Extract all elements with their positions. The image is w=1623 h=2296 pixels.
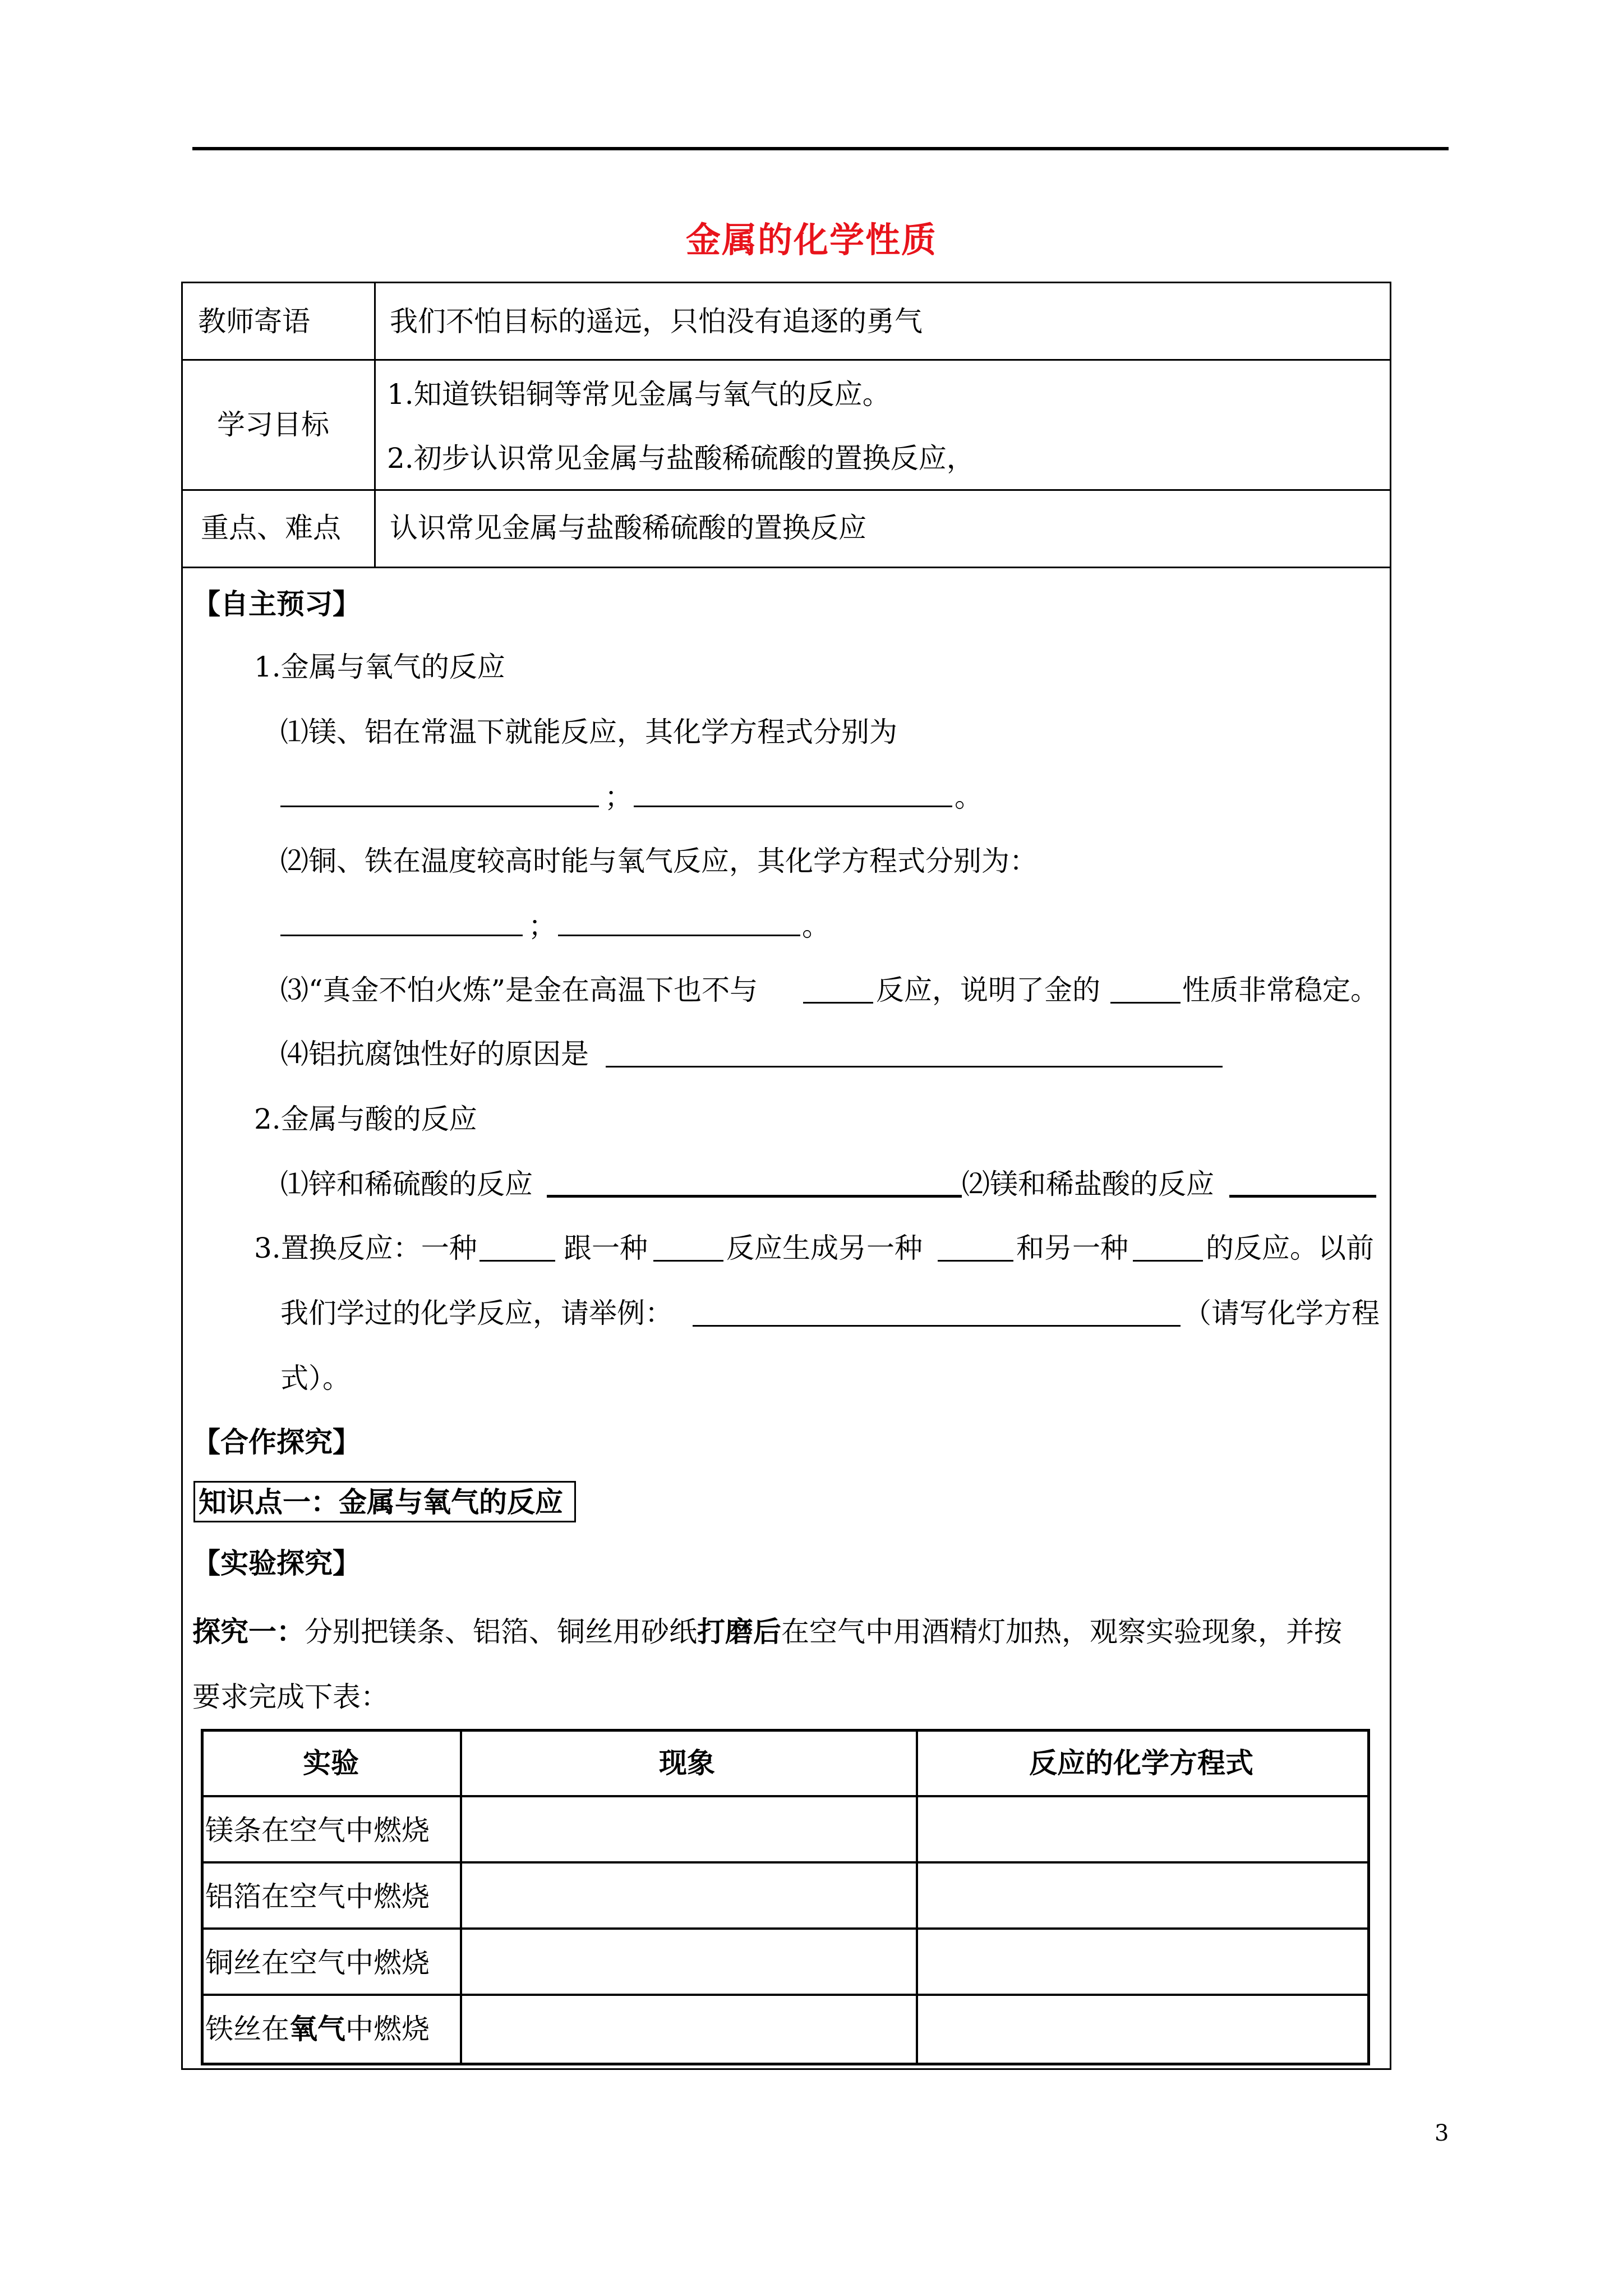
table-row-divider bbox=[201, 1861, 1370, 1864]
question-1-3-part-b: 反应，说明了金的 bbox=[876, 974, 1100, 1006]
question-3-part-f: 我们学过的化学反应，请举例： bbox=[280, 1297, 673, 1329]
punctuation: ； bbox=[605, 781, 633, 813]
row-text-b: 中燃烧 bbox=[345, 2013, 430, 2045]
exploration-text-a: 分别把镁条、铝箔、铜丝用砂纸 bbox=[305, 1616, 697, 1648]
answer-blank[interactable] bbox=[547, 1195, 962, 1198]
question-1: 1.金属与氧气的反应 bbox=[254, 651, 505, 683]
header-rule bbox=[192, 147, 1449, 150]
table-row-experiment: 镁条在空气中燃烧 bbox=[205, 1814, 430, 1847]
row-divider bbox=[181, 489, 1391, 491]
row-divider bbox=[181, 359, 1391, 361]
answer-blank[interactable] bbox=[1133, 1260, 1203, 1262]
question-1-2: ⑵铜、铁在温度较高时能与氧气反应，其化学方程式分别为： bbox=[280, 845, 1038, 877]
question-3-part-a: 3.置换反应：一种 bbox=[254, 1232, 477, 1264]
row-divider bbox=[181, 567, 1391, 568]
question-3-part-b: 跟一种 bbox=[564, 1232, 648, 1264]
punctuation: 。 bbox=[955, 781, 983, 813]
page-title: 金属的化学性质 bbox=[685, 219, 937, 260]
answer-blank[interactable] bbox=[1229, 1195, 1376, 1198]
table-row-experiment bbox=[205, 2015, 430, 2043]
question-2-2: ⑵镁和稀盐酸的反应 bbox=[962, 1168, 1214, 1200]
exploration-text-b: 在空气中用酒精灯加热，观察实验现象，并按 bbox=[781, 1616, 1342, 1648]
exploration-line-2: 要求完成下表： bbox=[192, 1681, 389, 1713]
table-row-divider bbox=[201, 1994, 1370, 1996]
row-text-a: 铁丝在 bbox=[205, 2013, 289, 2045]
question-3-part-g: （请写化学方程 bbox=[1183, 1297, 1380, 1329]
punctuation: 。 bbox=[802, 910, 830, 942]
table-column-divider bbox=[916, 1729, 918, 2065]
label-learning-goals: 学习目标 bbox=[217, 408, 329, 441]
label-teacher-message: 教师寄语 bbox=[198, 305, 310, 338]
section-heading-cooperation: 【合作探究】 bbox=[192, 1426, 361, 1458]
table-row-divider bbox=[201, 1795, 1370, 1797]
knowledge-point-title: 知识点一：金属与氧气的反应 bbox=[199, 1486, 563, 1519]
question-1-1: ⑴镁、铝在常温下就能反应，其化学方程式分别为 bbox=[280, 716, 897, 748]
answer-blank[interactable] bbox=[803, 1002, 873, 1004]
exploration-line-1 bbox=[192, 1618, 1342, 1646]
answer-blank[interactable] bbox=[634, 806, 952, 807]
label-key-points: 重点、难点 bbox=[201, 512, 341, 544]
answer-blank[interactable] bbox=[558, 935, 800, 936]
question-3-part-e: 的反应。以前 bbox=[1206, 1232, 1374, 1264]
section-heading-experiment: 【实验探究】 bbox=[192, 1547, 361, 1580]
key-points: 认识常见金属与盐酸稀硫酸的置换反应 bbox=[390, 512, 866, 544]
question-2: 2.金属与酸的反应 bbox=[254, 1103, 477, 1135]
table-row-experiment: 铝箔在空气中燃烧 bbox=[205, 1880, 430, 1913]
column-divider bbox=[374, 282, 376, 568]
answer-blank[interactable] bbox=[693, 1325, 1181, 1327]
exploration-label: 探究一： bbox=[192, 1616, 305, 1648]
answer-blank[interactable] bbox=[280, 935, 523, 936]
question-3-part-c: 反应生成另一种 bbox=[726, 1232, 923, 1264]
answer-blank[interactable] bbox=[606, 1066, 1223, 1068]
answer-blank[interactable] bbox=[1110, 1002, 1181, 1004]
teacher-message: 我们不怕目标的遥远，只怕没有追逐的勇气 bbox=[390, 305, 923, 338]
question-2-1: ⑴锌和稀硫酸的反应 bbox=[280, 1168, 533, 1200]
table-header-equation: 反应的化学方程式 bbox=[1029, 1747, 1253, 1779]
question-1-3-part-c: 性质非常稳定。 bbox=[1182, 974, 1378, 1006]
learning-goal-1: 1.知道铁铝铜等常见金属与氧气的反应。 bbox=[387, 378, 891, 411]
punctuation: ； bbox=[528, 910, 556, 942]
table-header-phenomenon: 现象 bbox=[659, 1747, 715, 1779]
answer-blank[interactable] bbox=[280, 806, 599, 807]
row-text-bold: 氧气 bbox=[289, 2013, 345, 2045]
answer-blank[interactable] bbox=[479, 1260, 555, 1262]
section-heading-preview: 【自主预习】 bbox=[192, 588, 361, 620]
exploration-text-bold: 打磨后 bbox=[697, 1616, 781, 1648]
question-1-3-part-a: ⑶“真金不怕火炼”是金在高温下也不与 bbox=[280, 974, 758, 1006]
question-3-part-d: 和另一种 bbox=[1016, 1232, 1128, 1264]
table-row-experiment: 铜丝在空气中燃烧 bbox=[205, 1947, 430, 1979]
answer-blank[interactable] bbox=[653, 1260, 723, 1262]
answer-blank[interactable] bbox=[938, 1260, 1013, 1262]
question-1-4: ⑷铝抗腐蚀性好的原因是 bbox=[280, 1038, 589, 1070]
table-column-divider bbox=[460, 1729, 462, 2065]
knowledge-point-box bbox=[193, 1481, 576, 1522]
page-number: 3 bbox=[1435, 2120, 1449, 2146]
question-3-part-h: 式）。 bbox=[280, 1362, 351, 1395]
table-header-experiment: 实验 bbox=[303, 1747, 359, 1779]
learning-goal-2: 2.初步认识常见金属与盐酸稀硫酸的置换反应， bbox=[387, 442, 975, 475]
table-row-divider bbox=[201, 1927, 1370, 1930]
